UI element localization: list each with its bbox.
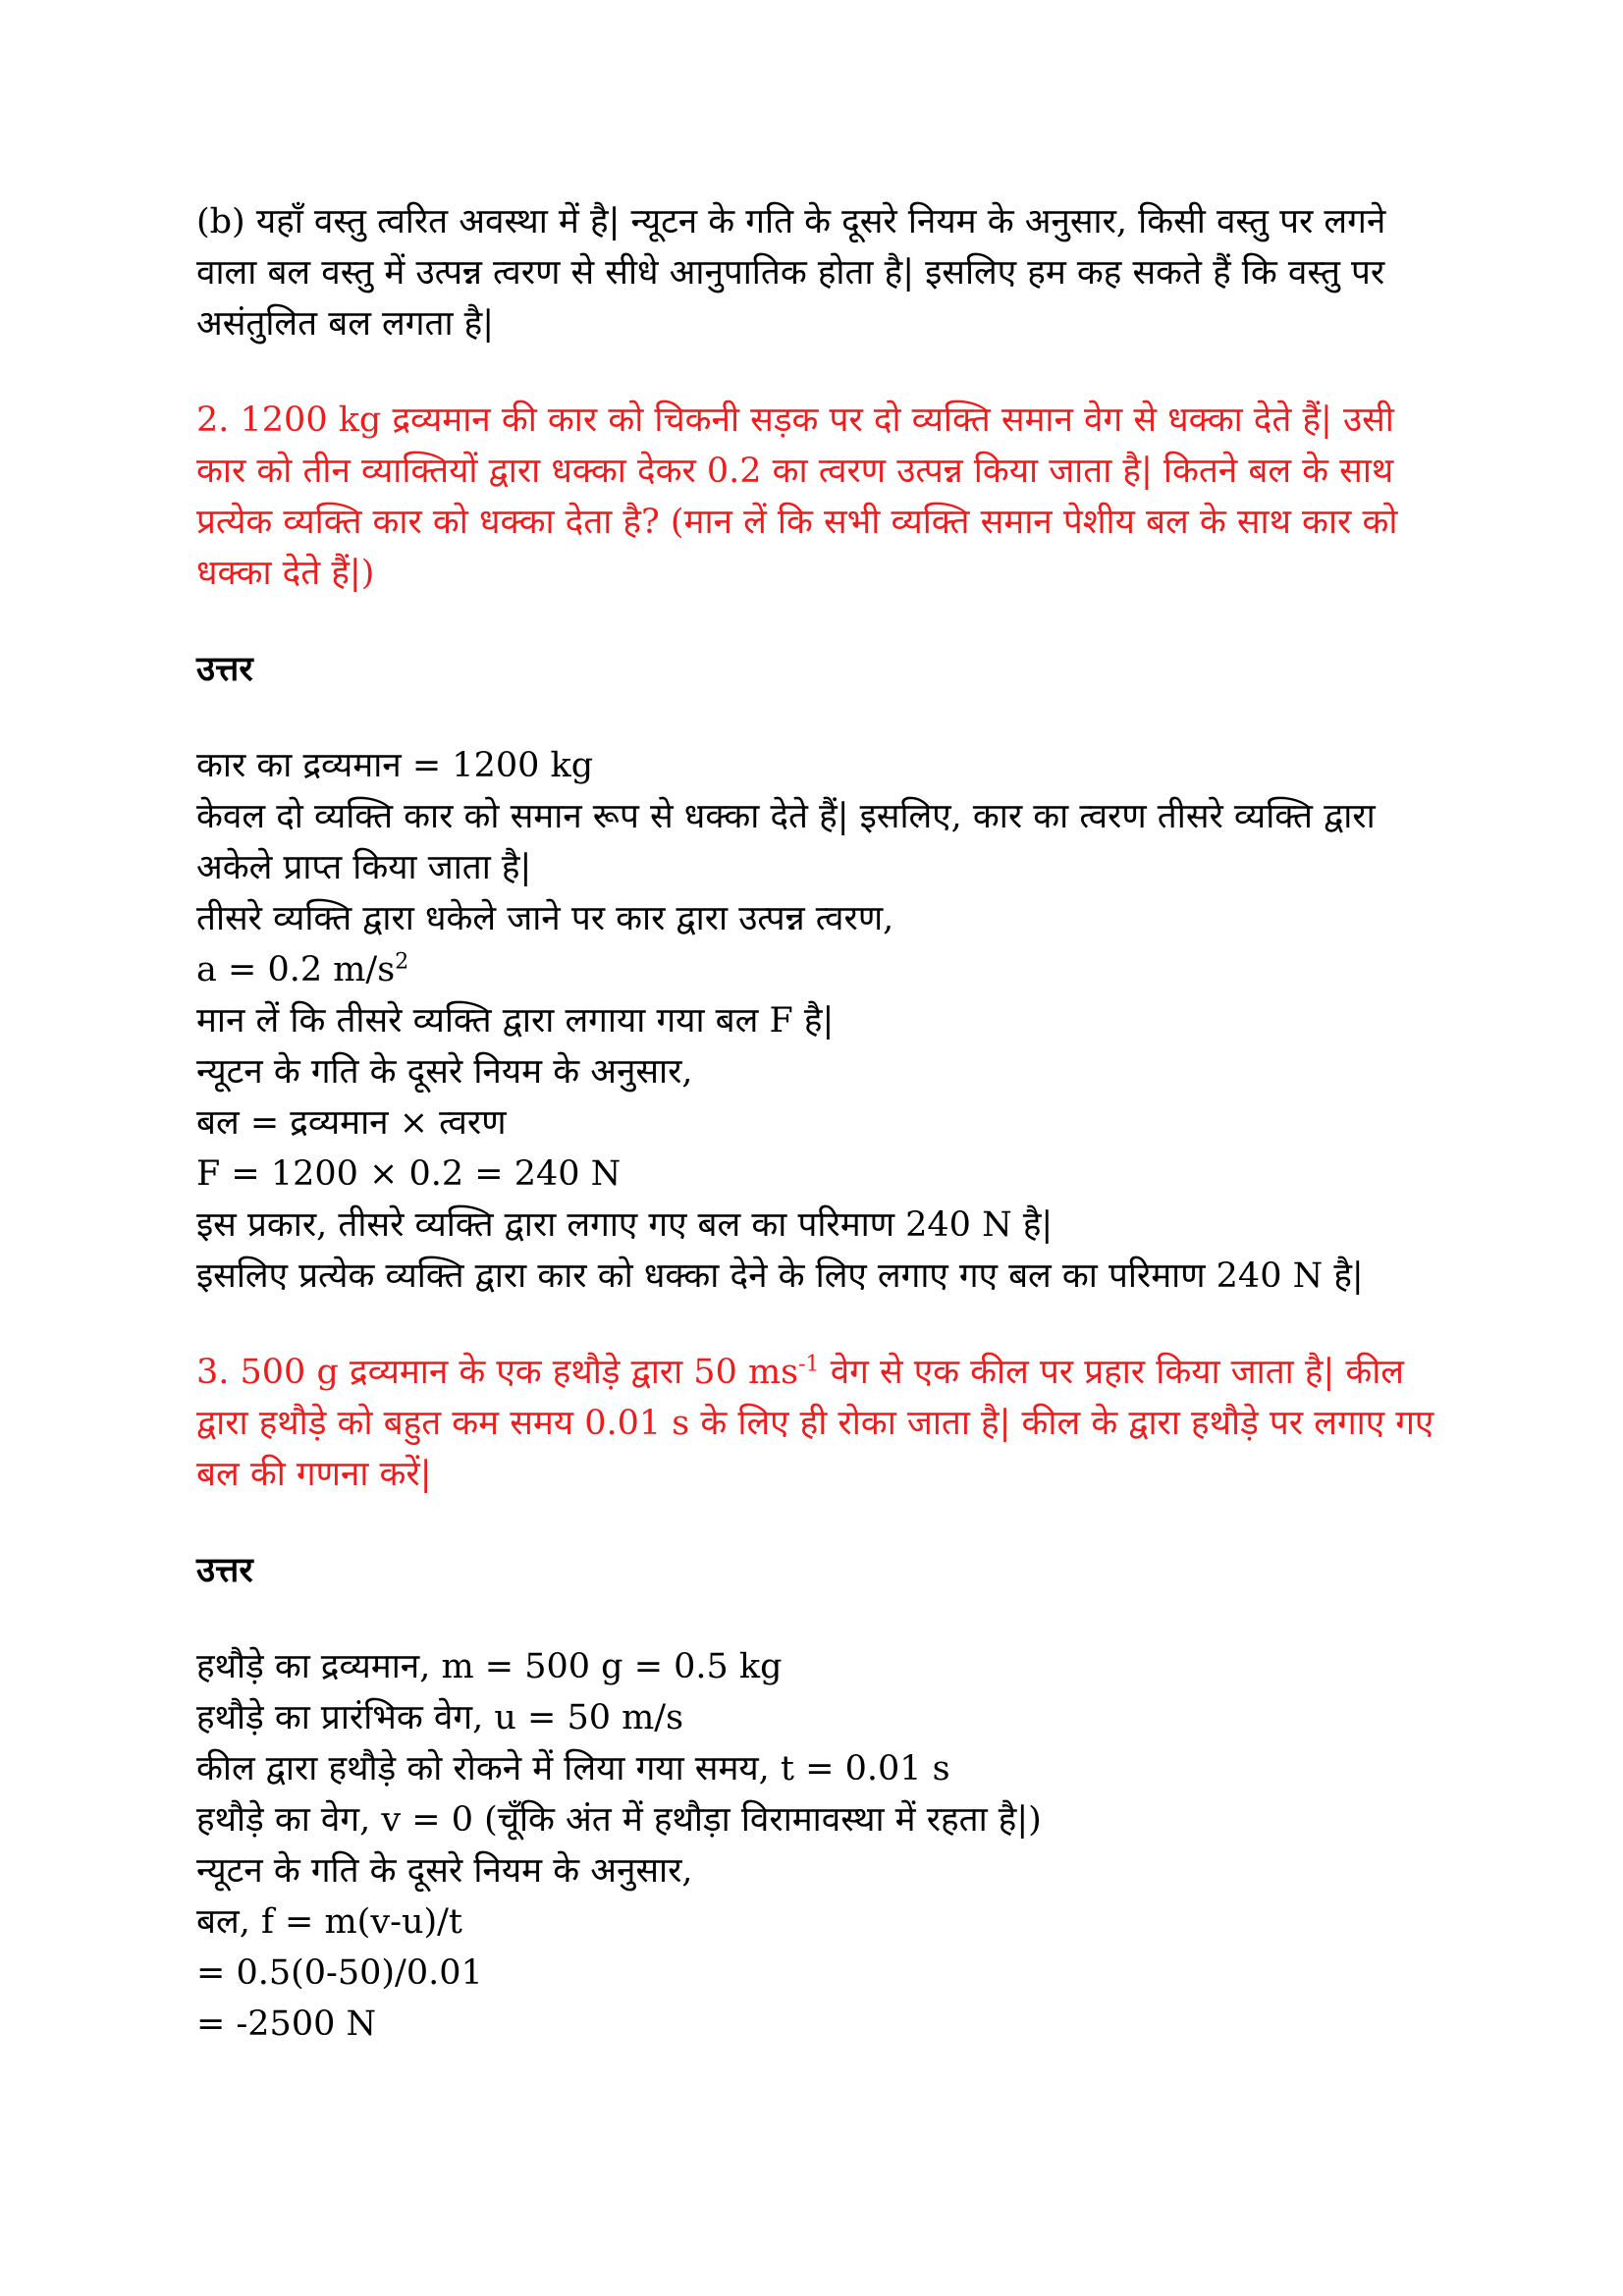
q2-mass-line: कार का द्रव्यमान = 1200 kg [196,746,594,785]
q2-assume-line: मान लें कि तीसरे व्यक्ति द्वारा लगाया गया बल F है| [196,1001,835,1041]
q3-formula-line: बल, f = m(v-u)/t [196,1902,462,1942]
q3-step1-line: = 0.5(0-50)/0.01 [196,1953,483,1993]
answer-q3 [196,1641,1443,2050]
spacer [196,349,1443,395]
spacer [196,695,1443,740]
q3-initial-velocity-line: हथौड़े का प्रारंभिक वेग, u = 50 m/s [196,1698,684,1737]
q3-newton-line: न्यूटन के गति के दूसरे नियम के अनुसार, [196,1851,693,1891]
q2-acceleration-text: a = 0.2 m/s [196,950,396,989]
q2-newton-line: न्यूटन के गति के दूसरे नियम के अनुसार, [196,1052,693,1092]
q2-result2-line: इसलिए प्रत्येक व्यक्ति द्वारा कार को धक्का देने के लिए लगाए गए बल का परिमाण 240 N है| [196,1256,1364,1296]
q2-third-person-line: तीसरे व्यक्ति द्वारा धकेले जाने पर कार द्वारा उत्पन्न त्वरण, [196,899,894,938]
q3-time-line: कील द्वारा हथौड़े को रोकने में लिया गया समय, t = 0.01 s [196,1749,950,1789]
answer-heading-q2: उत्तर [196,649,253,689]
spacer [196,1596,1443,1641]
document-content [196,196,1443,2050]
q2-result1-line: इस प्रकार, तीसरे व्यक्ति द्वारा लगाए गए बल का परिमाण 240 N है| [196,1205,1054,1245]
spacer [196,1500,1443,1545]
q3-question-part2: वेग से एक कील पर प्रहार किया जाता है| कील द्वारा हथौड़े को बहुत कम समय 0.01 s के लिए ही रोका जाता है| कील के द्वारा हथौड़े पर लगाए गए बल की गणना करें| [196,1353,1434,1494]
q3-final-velocity-line: हथौड़े का वेग, v = 0 (चूँकि अंत में हथौड़ा विरामावस्था में रहता है|) [196,1800,1042,1840]
q2-formula-line: बल = द्रव्यमान × त्वरण [196,1103,507,1143]
part-b-paragraph: (b) यहाँ वस्तु त्वरित अवस्था में है| न्यूटन के गति के दूसरे नियम के अनुसार, किसी वस्तु पर लगने वाला बल वस्तु में उत्पन्न त्वरण से सीधे आनुपातिक होता है| इसलिए हम कह सकते हैं कि वस्तु पर असंतुलित बल लगता है| [196,202,1386,344]
answer-heading-q3: उत्तर [196,1550,253,1590]
q3-question-part1: 3. 500 g द्रव्यमान के एक हथौड़े द्वारा 50 ms [196,1353,799,1392]
question-2: 2. 1200 kg द्रव्यमान की कार को चिकनी सड़क पर दो व्यक्ति समान वेग से धक्का देते हैं| उसी कार को तीन व्याक्तियों द्वारा धक्का देकर 0.2 का त्वरण उत्पन्न किया जाता है| कितने बल के साथ प्रत्येक व्यक्ति कार को धक्का देता है? (मान लें कि सभी व्यक्ति समान पेशीय बल के साथ कार को धक्का देते हैं|) [196,400,1398,593]
question-3 [196,1347,1443,1500]
q2-acceleration-line [196,944,1443,995]
q2-two-persons-line: केवल दो व्यक्ति कार को समान रूप से धक्का देते हैं| इसलिए, कार का त्वरण तीसरे व्यक्ति द्वारा अकेले प्राप्त किया जाता है| [196,797,1376,887]
spacer [196,1302,1443,1347]
q3-mass-line: हथौड़े का द्रव्यमान, m = 500 g = 0.5 kg [196,1647,783,1686]
q3-question-exponent: -1 [798,1352,820,1377]
answer-q2 [196,740,1443,1302]
spacer [196,599,1443,644]
q2-calc-line: F = 1200 × 0.2 = 240 N [196,1154,622,1194]
q2-acceleration-exponent: 2 [395,949,409,975]
q3-step2-line: = -2500 N [196,2004,377,2044]
